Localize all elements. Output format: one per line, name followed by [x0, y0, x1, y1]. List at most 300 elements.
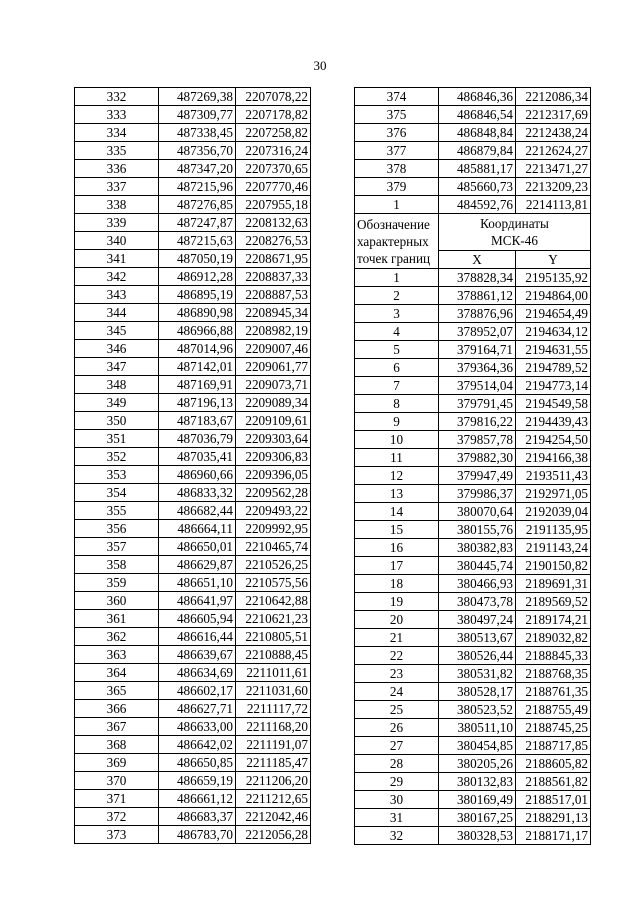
y-coordinate-cell: 2211168,20	[236, 718, 311, 736]
table-row	[75, 232, 311, 250]
y-coordinate-cell: 2212317,69	[516, 106, 591, 124]
y-coordinate-cell: 2210575,56	[236, 574, 311, 592]
table-row	[355, 467, 591, 485]
point-number-cell: 15	[355, 521, 439, 539]
y-coordinate-cell: 2212056,28	[236, 826, 311, 844]
table-row	[75, 700, 311, 718]
y-coordinate-cell: 2212438,24	[516, 124, 591, 142]
x-coordinate-cell: 380155,76	[439, 521, 516, 539]
y-coordinate-cell: 2209109,61	[236, 412, 311, 430]
y-coordinate-cell: 2210805,51	[236, 628, 311, 646]
x-coordinate-cell: 487050,19	[159, 250, 236, 268]
point-number-cell: 367	[75, 718, 159, 736]
table-row	[355, 305, 591, 323]
x-coordinate-cell: 486960,66	[159, 466, 236, 484]
y-coordinate-cell: 2190150,82	[516, 557, 591, 575]
y-coordinate-cell: 2189569,52	[516, 593, 591, 611]
y-coordinate-cell: 2192971,05	[516, 485, 591, 503]
table-row	[75, 214, 311, 232]
table-row	[75, 358, 311, 376]
table-row	[75, 340, 311, 358]
point-number-cell: 364	[75, 664, 159, 682]
y-coordinate-cell: 2213471,27	[516, 160, 591, 178]
x-coordinate-cell: 486846,36	[439, 88, 516, 106]
y-coordinate-cell: 2191143,24	[516, 539, 591, 557]
y-coordinate-cell: 2188171,17	[516, 827, 591, 845]
point-number-cell: 377	[355, 142, 439, 160]
point-number-cell: 2	[355, 287, 439, 305]
table-row	[355, 395, 591, 413]
point-number-cell: 336	[75, 160, 159, 178]
table-row	[75, 448, 311, 466]
y-coordinate-cell: 2209493,22	[236, 502, 311, 520]
y-coordinate-cell: 2210465,74	[236, 538, 311, 556]
x-coordinate-cell: 380526,44	[439, 647, 516, 665]
y-coordinate-cell: 2191135,95	[516, 521, 591, 539]
table-row	[355, 142, 591, 160]
y-coordinate-cell: 2211031,60	[236, 682, 311, 700]
y-coordinate-cell: 2188717,85	[516, 737, 591, 755]
x-coordinate-cell: 485660,73	[439, 178, 516, 196]
y-coordinate-cell: 2194439,43	[516, 413, 591, 431]
table-row	[355, 196, 591, 214]
table-row	[75, 718, 311, 736]
x-coordinate-cell: 380205,26	[439, 755, 516, 773]
y-coordinate-cell: 2188845,33	[516, 647, 591, 665]
table-row	[355, 809, 591, 827]
y-coordinate-cell: 2207078,22	[236, 88, 311, 106]
point-number-cell: 341	[75, 250, 159, 268]
x-coordinate-cell: 486639,67	[159, 646, 236, 664]
table-row	[75, 574, 311, 592]
y-coordinate-cell: 2208945,34	[236, 304, 311, 322]
point-number-cell: 376	[355, 124, 439, 142]
point-number-cell: 340	[75, 232, 159, 250]
x-coordinate-cell: 379882,30	[439, 449, 516, 467]
point-number-cell: 5	[355, 341, 439, 359]
point-designation-line2: характерных	[357, 233, 429, 249]
x-coordinate-cell: 379816,22	[439, 413, 516, 431]
x-coordinate-cell: 380523,52	[439, 701, 516, 719]
point-number-cell: 342	[75, 268, 159, 286]
point-number-cell: 361	[75, 610, 159, 628]
point-number-cell: 346	[75, 340, 159, 358]
x-coordinate-cell: 487276,85	[159, 196, 236, 214]
table-row	[355, 377, 591, 395]
table-row	[75, 520, 311, 538]
x-coordinate-cell: 486605,94	[159, 610, 236, 628]
x-coordinate-cell: 486650,01	[159, 538, 236, 556]
point-number-cell: 4	[355, 323, 439, 341]
y-coordinate-cell: 2209306,83	[236, 448, 311, 466]
x-coordinate-cell: 486651,10	[159, 574, 236, 592]
x-coordinate-cell: 380513,67	[439, 629, 516, 647]
point-number-cell: 24	[355, 683, 439, 701]
y-coordinate-cell: 2209007,46	[236, 340, 311, 358]
table-row	[75, 628, 311, 646]
table-row	[75, 772, 311, 790]
point-number-cell: 22	[355, 647, 439, 665]
table-row	[75, 556, 311, 574]
x-coordinate-cell: 486846,54	[439, 106, 516, 124]
x-coordinate-cell: 487215,96	[159, 178, 236, 196]
point-number-cell: 28	[355, 755, 439, 773]
point-number-cell: 335	[75, 142, 159, 160]
y-coordinate-cell: 2211185,47	[236, 754, 311, 772]
y-coordinate-cell: 2188291,13	[516, 809, 591, 827]
point-number-cell: 339	[75, 214, 159, 232]
point-number-cell: 366	[75, 700, 159, 718]
table-row	[355, 647, 591, 665]
table-row	[75, 106, 311, 124]
y-coordinate-cell: 2211191,07	[236, 736, 311, 754]
x-coordinate-cell: 486602,17	[159, 682, 236, 700]
y-coordinate-cell: 2188561,82	[516, 773, 591, 791]
table-row	[355, 539, 591, 557]
point-number-cell: 12	[355, 467, 439, 485]
coordinates-table-left	[74, 87, 311, 844]
point-designation-line1: Обозначение	[357, 216, 430, 232]
table-row	[355, 178, 591, 196]
x-coordinate-cell: 380511,10	[439, 719, 516, 737]
point-number-cell: 334	[75, 124, 159, 142]
coordinates-table-right	[354, 87, 591, 845]
table-row	[75, 160, 311, 178]
coordinates-table-right-header	[355, 214, 591, 269]
y-coordinate-cell: 2212624,27	[516, 142, 591, 160]
table-row	[355, 683, 591, 701]
table-row	[75, 430, 311, 448]
table-row	[75, 196, 311, 214]
table-row	[75, 412, 311, 430]
point-number-cell: 351	[75, 430, 159, 448]
table-row	[355, 665, 591, 683]
table-row	[75, 646, 311, 664]
y-coordinate-cell: 2210526,25	[236, 556, 311, 574]
x-coordinate-cell: 380466,93	[439, 575, 516, 593]
table-row	[75, 142, 311, 160]
y-coordinate-cell: 2188605,82	[516, 755, 591, 773]
x-coordinate-cell: 380531,82	[439, 665, 516, 683]
point-number-cell: 29	[355, 773, 439, 791]
y-coordinate-cell: 2188768,35	[516, 665, 591, 683]
table-row	[355, 557, 591, 575]
table-row	[355, 719, 591, 737]
point-number-cell: 358	[75, 556, 159, 574]
point-number-cell: 25	[355, 701, 439, 719]
x-coordinate-cell: 486895,19	[159, 286, 236, 304]
y-coordinate-cell: 2209303,64	[236, 430, 311, 448]
point-number-cell: 372	[75, 808, 159, 826]
point-number-cell: 352	[75, 448, 159, 466]
y-coordinate-cell: 2189691,31	[516, 575, 591, 593]
y-coordinate-cell: 2208671,95	[236, 250, 311, 268]
table-row	[355, 485, 591, 503]
point-number-cell: 6	[355, 359, 439, 377]
table-row	[355, 88, 591, 106]
y-coordinate-cell: 2194631,55	[516, 341, 591, 359]
table-row	[355, 827, 591, 845]
table-row	[75, 394, 311, 412]
x-coordinate-cell: 486642,02	[159, 736, 236, 754]
table-row	[355, 701, 591, 719]
point-number-cell: 344	[75, 304, 159, 322]
point-number-cell: 369	[75, 754, 159, 772]
table-row	[75, 322, 311, 340]
y-coordinate-cell: 2207258,82	[236, 124, 311, 142]
y-coordinate-cell: 2188761,35	[516, 683, 591, 701]
table-row	[75, 376, 311, 394]
table-row	[75, 466, 311, 484]
table-row	[75, 538, 311, 556]
point-number-cell: 18	[355, 575, 439, 593]
y-coordinate-cell: 2211011,61	[236, 664, 311, 682]
table-row	[75, 250, 311, 268]
point-number-cell: 27	[355, 737, 439, 755]
table-row	[355, 737, 591, 755]
point-number-cell: 26	[355, 719, 439, 737]
y-coordinate-cell: 2209073,71	[236, 376, 311, 394]
y-coordinate-cell: 2195135,92	[516, 269, 591, 287]
x-coordinate-cell: 487196,13	[159, 394, 236, 412]
x-coordinate-cell: 486966,88	[159, 322, 236, 340]
point-designation-header	[355, 214, 439, 269]
x-coordinate-cell: 380528,17	[439, 683, 516, 701]
table-row	[355, 449, 591, 467]
point-number-cell: 374	[355, 88, 439, 106]
point-number-cell: 16	[355, 539, 439, 557]
y-coordinate-cell: 2211212,65	[236, 790, 311, 808]
table-row	[75, 808, 311, 826]
point-number-cell: 7	[355, 377, 439, 395]
y-coordinate-cell: 2209396,05	[236, 466, 311, 484]
x-coordinate-cell: 378952,07	[439, 323, 516, 341]
point-number-cell: 362	[75, 628, 159, 646]
table-row	[355, 503, 591, 521]
table-row	[355, 160, 591, 178]
x-coordinate-cell: 486833,32	[159, 484, 236, 502]
x-coordinate-cell: 378876,96	[439, 305, 516, 323]
x-coordinate-cell: 485881,17	[439, 160, 516, 178]
point-number-cell: 14	[355, 503, 439, 521]
y-coordinate-cell: 2211206,20	[236, 772, 311, 790]
point-number-cell: 20	[355, 611, 439, 629]
x-coordinate-cell: 380445,74	[439, 557, 516, 575]
y-coordinate-cell: 2209061,77	[236, 358, 311, 376]
point-number-cell: 17	[355, 557, 439, 575]
table-row	[355, 755, 591, 773]
y-coordinate-cell: 2194789,52	[516, 359, 591, 377]
y-coordinate-cell: 2210642,88	[236, 592, 311, 610]
x-coordinate-cell: 380169,49	[439, 791, 516, 809]
point-number-cell: 1	[355, 196, 439, 214]
table-row	[75, 502, 311, 520]
y-coordinate-cell: 2208132,63	[236, 214, 311, 232]
point-number-cell: 355	[75, 502, 159, 520]
coordinates-table-right-top-body	[355, 88, 591, 214]
table-row	[75, 610, 311, 628]
y-coordinate-cell: 2194634,12	[516, 323, 591, 341]
x-coordinate-cell: 487347,20	[159, 160, 236, 178]
point-number-cell: 347	[75, 358, 159, 376]
x-coordinate-cell: 380167,25	[439, 809, 516, 827]
x-coordinate-cell: 487247,87	[159, 214, 236, 232]
table-row	[355, 287, 591, 305]
y-coordinate-cell: 2194654,49	[516, 305, 591, 323]
x-coordinate-cell: 486848,84	[439, 124, 516, 142]
x-coordinate-cell: 379514,04	[439, 377, 516, 395]
point-number-cell: 332	[75, 88, 159, 106]
x-coordinate-cell: 380454,85	[439, 737, 516, 755]
y-coordinate-cell: 2188745,25	[516, 719, 591, 737]
table-row	[75, 754, 311, 772]
point-number-cell: 353	[75, 466, 159, 484]
header-row	[355, 214, 591, 251]
x-coordinate-cell: 487014,96	[159, 340, 236, 358]
x-coordinate-cell: 487036,79	[159, 430, 236, 448]
y-coordinate-cell: 2207316,24	[236, 142, 311, 160]
table-row	[75, 592, 311, 610]
point-number-cell: 19	[355, 593, 439, 611]
x-coordinate-cell: 487169,91	[159, 376, 236, 394]
y-coordinate-cell: 2194254,50	[516, 431, 591, 449]
point-number-cell: 11	[355, 449, 439, 467]
point-number-cell: 23	[355, 665, 439, 683]
y-coordinate-cell: 2209992,95	[236, 520, 311, 538]
x-coordinate-cell: 486627,71	[159, 700, 236, 718]
x-coordinate-cell: 487356,70	[159, 142, 236, 160]
point-number-cell: 379	[355, 178, 439, 196]
x-coordinate-cell: 380382,83	[439, 539, 516, 557]
table-row	[355, 791, 591, 809]
x-coordinate-cell: 486659,19	[159, 772, 236, 790]
x-coordinate-cell: 487309,77	[159, 106, 236, 124]
table-row	[75, 124, 311, 142]
table-row	[75, 682, 311, 700]
coordinates-header	[439, 214, 591, 251]
coordinate-system-name: МСК-46	[491, 233, 538, 248]
point-number-cell: 21	[355, 629, 439, 647]
table-row	[355, 341, 591, 359]
point-number-cell: 13	[355, 485, 439, 503]
y-coordinate-cell: 2192039,04	[516, 503, 591, 521]
y-coordinate-cell: 2188517,01	[516, 791, 591, 809]
y-coordinate-cell: 2212086,34	[516, 88, 591, 106]
point-number-cell: 333	[75, 106, 159, 124]
y-coordinate-cell: 2188755,49	[516, 701, 591, 719]
point-number-cell: 337	[75, 178, 159, 196]
y-coordinate-cell: 2194549,58	[516, 395, 591, 413]
y-column-header: Y	[516, 251, 591, 269]
x-coordinate-cell: 380497,24	[439, 611, 516, 629]
table-row	[355, 106, 591, 124]
point-number-cell: 356	[75, 520, 159, 538]
x-coordinate-cell: 486879,84	[439, 142, 516, 160]
y-coordinate-cell: 2209562,28	[236, 484, 311, 502]
y-coordinate-cell: 2214113,81	[516, 196, 591, 214]
x-coordinate-cell: 380328,53	[439, 827, 516, 845]
x-coordinate-cell: 380132,83	[439, 773, 516, 791]
x-coordinate-cell: 487035,41	[159, 448, 236, 466]
point-number-cell: 348	[75, 376, 159, 394]
table-row	[355, 359, 591, 377]
x-column-header: X	[439, 251, 516, 269]
y-coordinate-cell: 2211117,72	[236, 700, 311, 718]
table-row	[75, 286, 311, 304]
point-number-cell: 370	[75, 772, 159, 790]
x-coordinate-cell: 379857,78	[439, 431, 516, 449]
x-coordinate-cell: 487338,45	[159, 124, 236, 142]
coordinates-table-left-body	[75, 88, 311, 844]
point-number-cell: 1	[355, 269, 439, 287]
table-row	[75, 790, 311, 808]
x-coordinate-cell: 379947,49	[439, 467, 516, 485]
table-row	[355, 593, 591, 611]
table-row	[75, 484, 311, 502]
point-number-cell: 357	[75, 538, 159, 556]
coordinates-table-right-body	[355, 269, 591, 845]
table-row	[355, 323, 591, 341]
point-number-cell: 31	[355, 809, 439, 827]
x-coordinate-cell: 487215,63	[159, 232, 236, 250]
point-number-cell: 338	[75, 196, 159, 214]
point-number-cell: 359	[75, 574, 159, 592]
y-coordinate-cell: 2189032,82	[516, 629, 591, 647]
point-number-cell: 9	[355, 413, 439, 431]
point-number-cell: 343	[75, 286, 159, 304]
point-number-cell: 30	[355, 791, 439, 809]
point-number-cell: 371	[75, 790, 159, 808]
x-coordinate-cell: 486634,69	[159, 664, 236, 682]
x-coordinate-cell: 486683,37	[159, 808, 236, 826]
table-row	[355, 629, 591, 647]
table-row	[355, 521, 591, 539]
table-row	[355, 773, 591, 791]
y-coordinate-cell: 2207955,18	[236, 196, 311, 214]
x-coordinate-cell: 487142,01	[159, 358, 236, 376]
x-coordinate-cell: 380473,78	[439, 593, 516, 611]
point-number-cell: 365	[75, 682, 159, 700]
y-coordinate-cell: 2208837,33	[236, 268, 311, 286]
x-coordinate-cell: 487269,38	[159, 88, 236, 106]
point-number-cell: 32	[355, 827, 439, 845]
x-coordinate-cell: 379364,36	[439, 359, 516, 377]
y-coordinate-cell: 2208982,19	[236, 322, 311, 340]
table-row	[355, 124, 591, 142]
table-row	[355, 269, 591, 287]
x-coordinate-cell: 486890,98	[159, 304, 236, 322]
point-number-cell: 360	[75, 592, 159, 610]
x-coordinate-cell: 486616,44	[159, 628, 236, 646]
y-coordinate-cell: 2212042,46	[236, 808, 311, 826]
y-coordinate-cell: 2207370,65	[236, 160, 311, 178]
x-coordinate-cell: 379791,45	[439, 395, 516, 413]
table-row	[355, 413, 591, 431]
x-coordinate-cell: 486633,00	[159, 718, 236, 736]
y-coordinate-cell: 2209089,34	[236, 394, 311, 412]
y-coordinate-cell: 2210888,45	[236, 646, 311, 664]
x-coordinate-cell: 487183,67	[159, 412, 236, 430]
x-coordinate-cell: 379164,71	[439, 341, 516, 359]
coordinates-title: Координаты	[480, 216, 549, 231]
y-coordinate-cell: 2207178,82	[236, 106, 311, 124]
y-coordinate-cell: 2213209,23	[516, 178, 591, 196]
y-coordinate-cell: 2210621,23	[236, 610, 311, 628]
x-coordinate-cell: 486912,28	[159, 268, 236, 286]
page-number: 30	[313, 58, 327, 73]
point-designation-line3: точек границ	[357, 250, 431, 266]
table-row	[355, 431, 591, 449]
